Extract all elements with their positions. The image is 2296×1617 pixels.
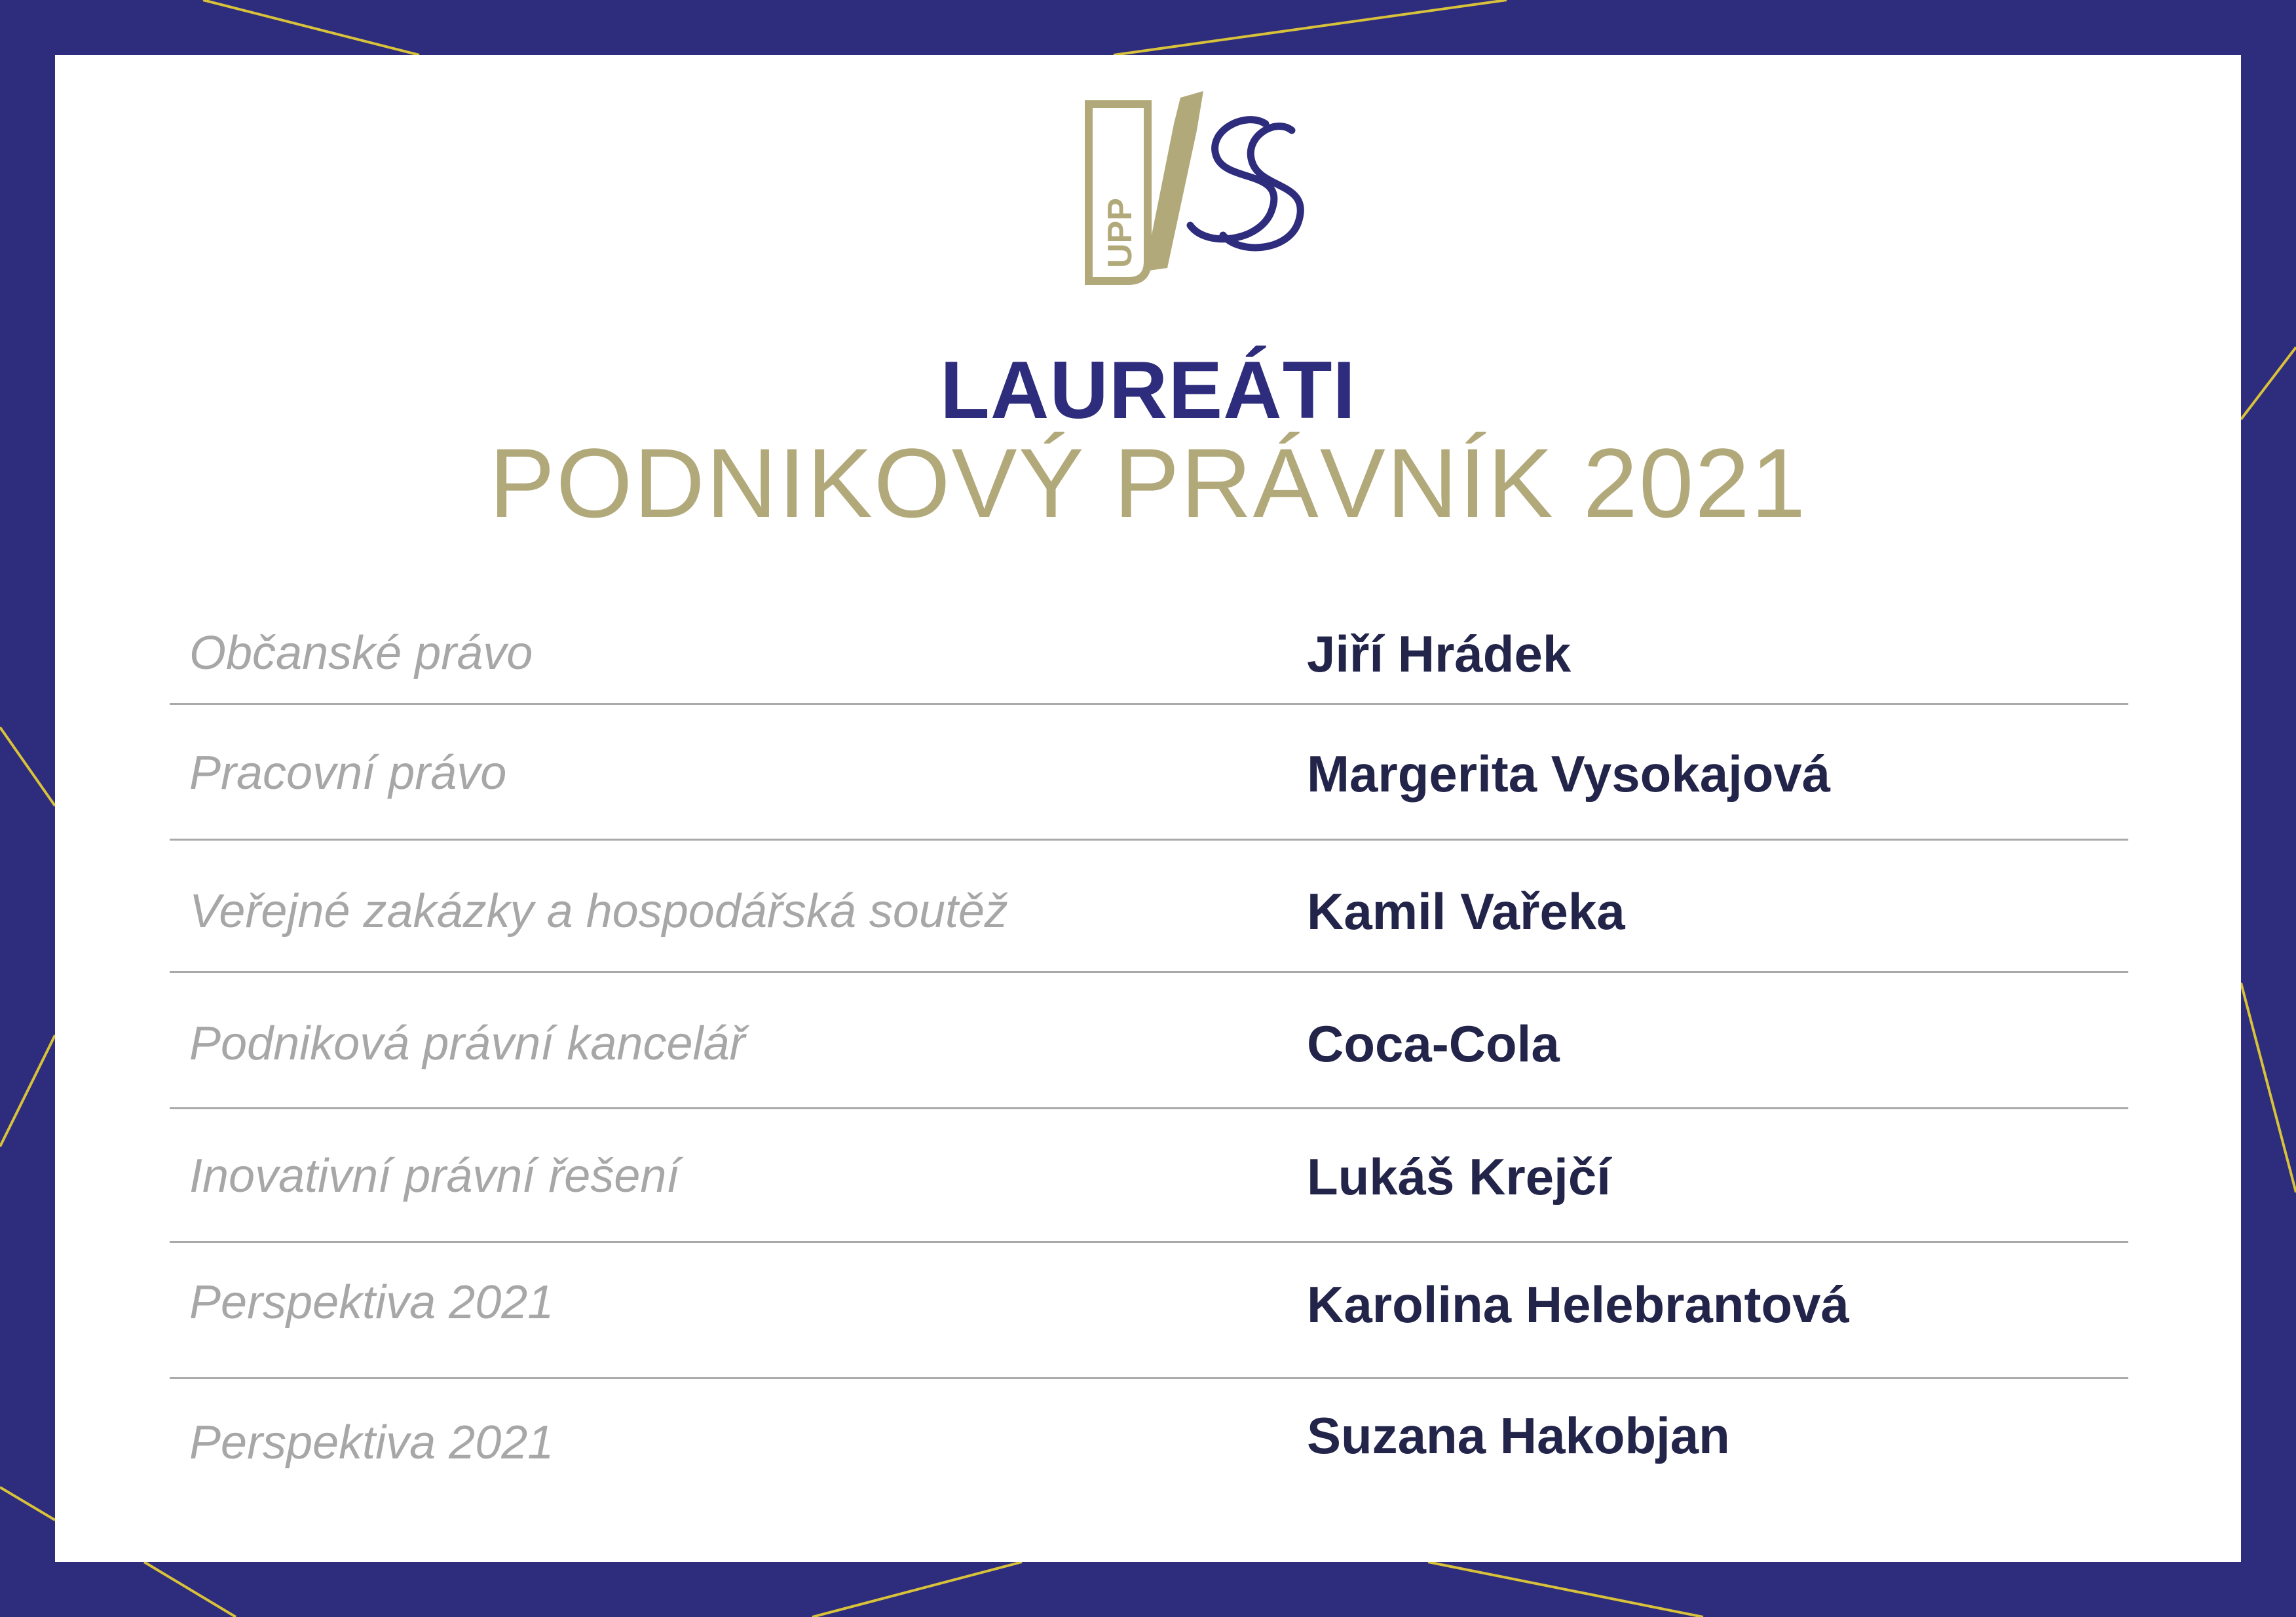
- row-divider: [170, 1107, 2128, 1109]
- row-divider: [170, 1377, 2128, 1379]
- category-label: Občanské právo: [189, 627, 533, 679]
- laureate-name: Kamil Vařeka: [1307, 883, 1625, 940]
- laureate-name: Jiří Hrádek: [1307, 625, 1571, 683]
- category-label: Pracovní právo: [189, 747, 507, 799]
- laureate-name: Suzana Hakobjan: [1307, 1407, 1730, 1464]
- page-subtitle: PODNIKOVÝ PRÁVNÍK 2021: [489, 428, 1807, 538]
- category-label: Inovativní právní řešení: [189, 1150, 680, 1202]
- laureate-name: Margerita Vysokajová: [1307, 745, 1831, 803]
- category-label: Perspektiva 2021: [189, 1276, 554, 1329]
- category-label: Podniková právní kancelář: [189, 1018, 745, 1070]
- laureate-name: Lukáš Krejčí: [1307, 1148, 1611, 1206]
- row-divider: [170, 839, 2128, 841]
- category-label: Perspektiva 2021: [189, 1417, 554, 1469]
- row-divider: [170, 703, 2128, 705]
- category-label: Veřejné zakázky a hospodářská soutěž: [189, 885, 1009, 938]
- laureate-name: Karolina Helebrantová: [1307, 1276, 1849, 1333]
- laureate-name: Coca-Cola: [1307, 1015, 1560, 1073]
- page-title: LAUREÁTI: [940, 345, 1356, 436]
- logo-text: UPP: [1101, 198, 1139, 268]
- row-divider: [170, 1241, 2128, 1243]
- certificate-card: [55, 55, 2241, 1562]
- row-divider: [170, 971, 2128, 973]
- laureates-list: [55, 55, 2241, 1562]
